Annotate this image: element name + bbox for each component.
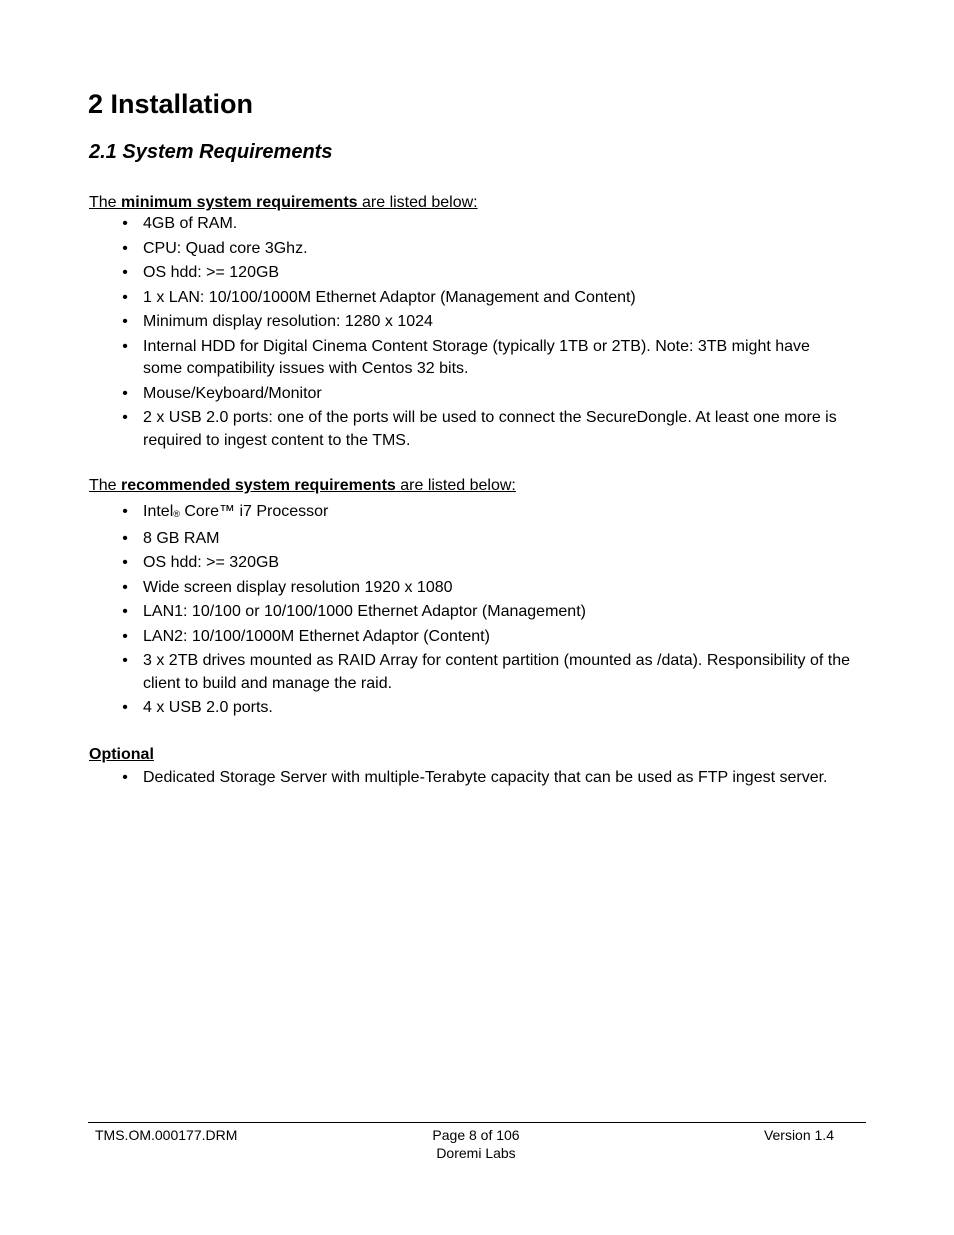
list-item: • Wide screen display resolution 1920 x 1080 xyxy=(122,578,453,596)
minimum-requirements-bold: minimum system requirements xyxy=(121,194,358,211)
optional-heading: Optional xyxy=(89,746,154,763)
list-item: • 2 x USB 2.0 ports: one of the ports will be used to connect the SecureDongle. At least one more is required to ingest content to the TMS. xyxy=(122,409,837,449)
minimum-requirements-list xyxy=(0,213,853,454)
footer-page-number: Page 8 of 106 xyxy=(432,1127,520,1143)
list-item: • 8 GB RAM xyxy=(122,529,220,547)
list-item: • Mouse/Keyboard/Monitor xyxy=(122,384,322,402)
recommended-requirements-list xyxy=(0,501,853,722)
optional-list xyxy=(0,768,853,790)
list-item: • 4 x USB 2.0 ports. xyxy=(122,699,273,716)
list-item: • LAN1: 10/100 or 10/100/1000 Ethernet Adaptor (Management) xyxy=(122,603,586,620)
list-item: • Intel® Core™ i7 Processor xyxy=(122,503,329,520)
registered-mark: ® xyxy=(173,509,180,519)
section-title: 2.1 System Requirements xyxy=(89,141,333,163)
list-item: • OS hdd: >= 320GB xyxy=(122,554,280,571)
footer-doc-id: TMS.OM.000177.DRM xyxy=(95,1127,238,1143)
list-item: • 4GB of RAM. xyxy=(122,215,238,232)
minimum-requirements-intro: The minimum system requirements are listed below: xyxy=(89,194,478,211)
recommended-requirements-intro: The recommended system requirements are listed below: xyxy=(89,477,516,494)
list-item: • CPU: Quad core 3Ghz. xyxy=(122,239,308,257)
recommended-requirements-bold: recommended system requirements xyxy=(121,477,396,494)
footer-version: Version 1.4 xyxy=(763,1127,834,1143)
list-item: • 1 x LAN: 10/100/1000M Ethernet Adaptor (Management and Content) xyxy=(122,288,636,306)
footer-divider xyxy=(88,1122,866,1123)
list-item: • Internal HDD for Digital Cinema Content Storage (typically 1TB or 2TB). Note: 3TB might have some compatibility issues with Centos 32 bits. xyxy=(122,337,810,377)
list-item: • Dedicated Storage Server with multiple-Terabyte capacity that can be used as FTP ingest server. xyxy=(122,769,828,786)
list-item: • OS hdd: >= 120GB xyxy=(122,264,280,281)
list-item: • LAN2: 10/100/1000M Ethernet Adaptor (Content) xyxy=(122,627,490,645)
footer-company: Doremi Labs xyxy=(436,1145,516,1161)
list-item: • Minimum display resolution: 1280 x 1024 xyxy=(122,313,433,330)
list-item: • 3 x 2TB drives mounted as RAID Array for content partition (mounted as /data). Responsibility of the client to build and manage the raid. xyxy=(122,652,851,692)
footer-page-info xyxy=(376,1126,576,1162)
chapter-title: 2 Installation xyxy=(88,89,254,119)
